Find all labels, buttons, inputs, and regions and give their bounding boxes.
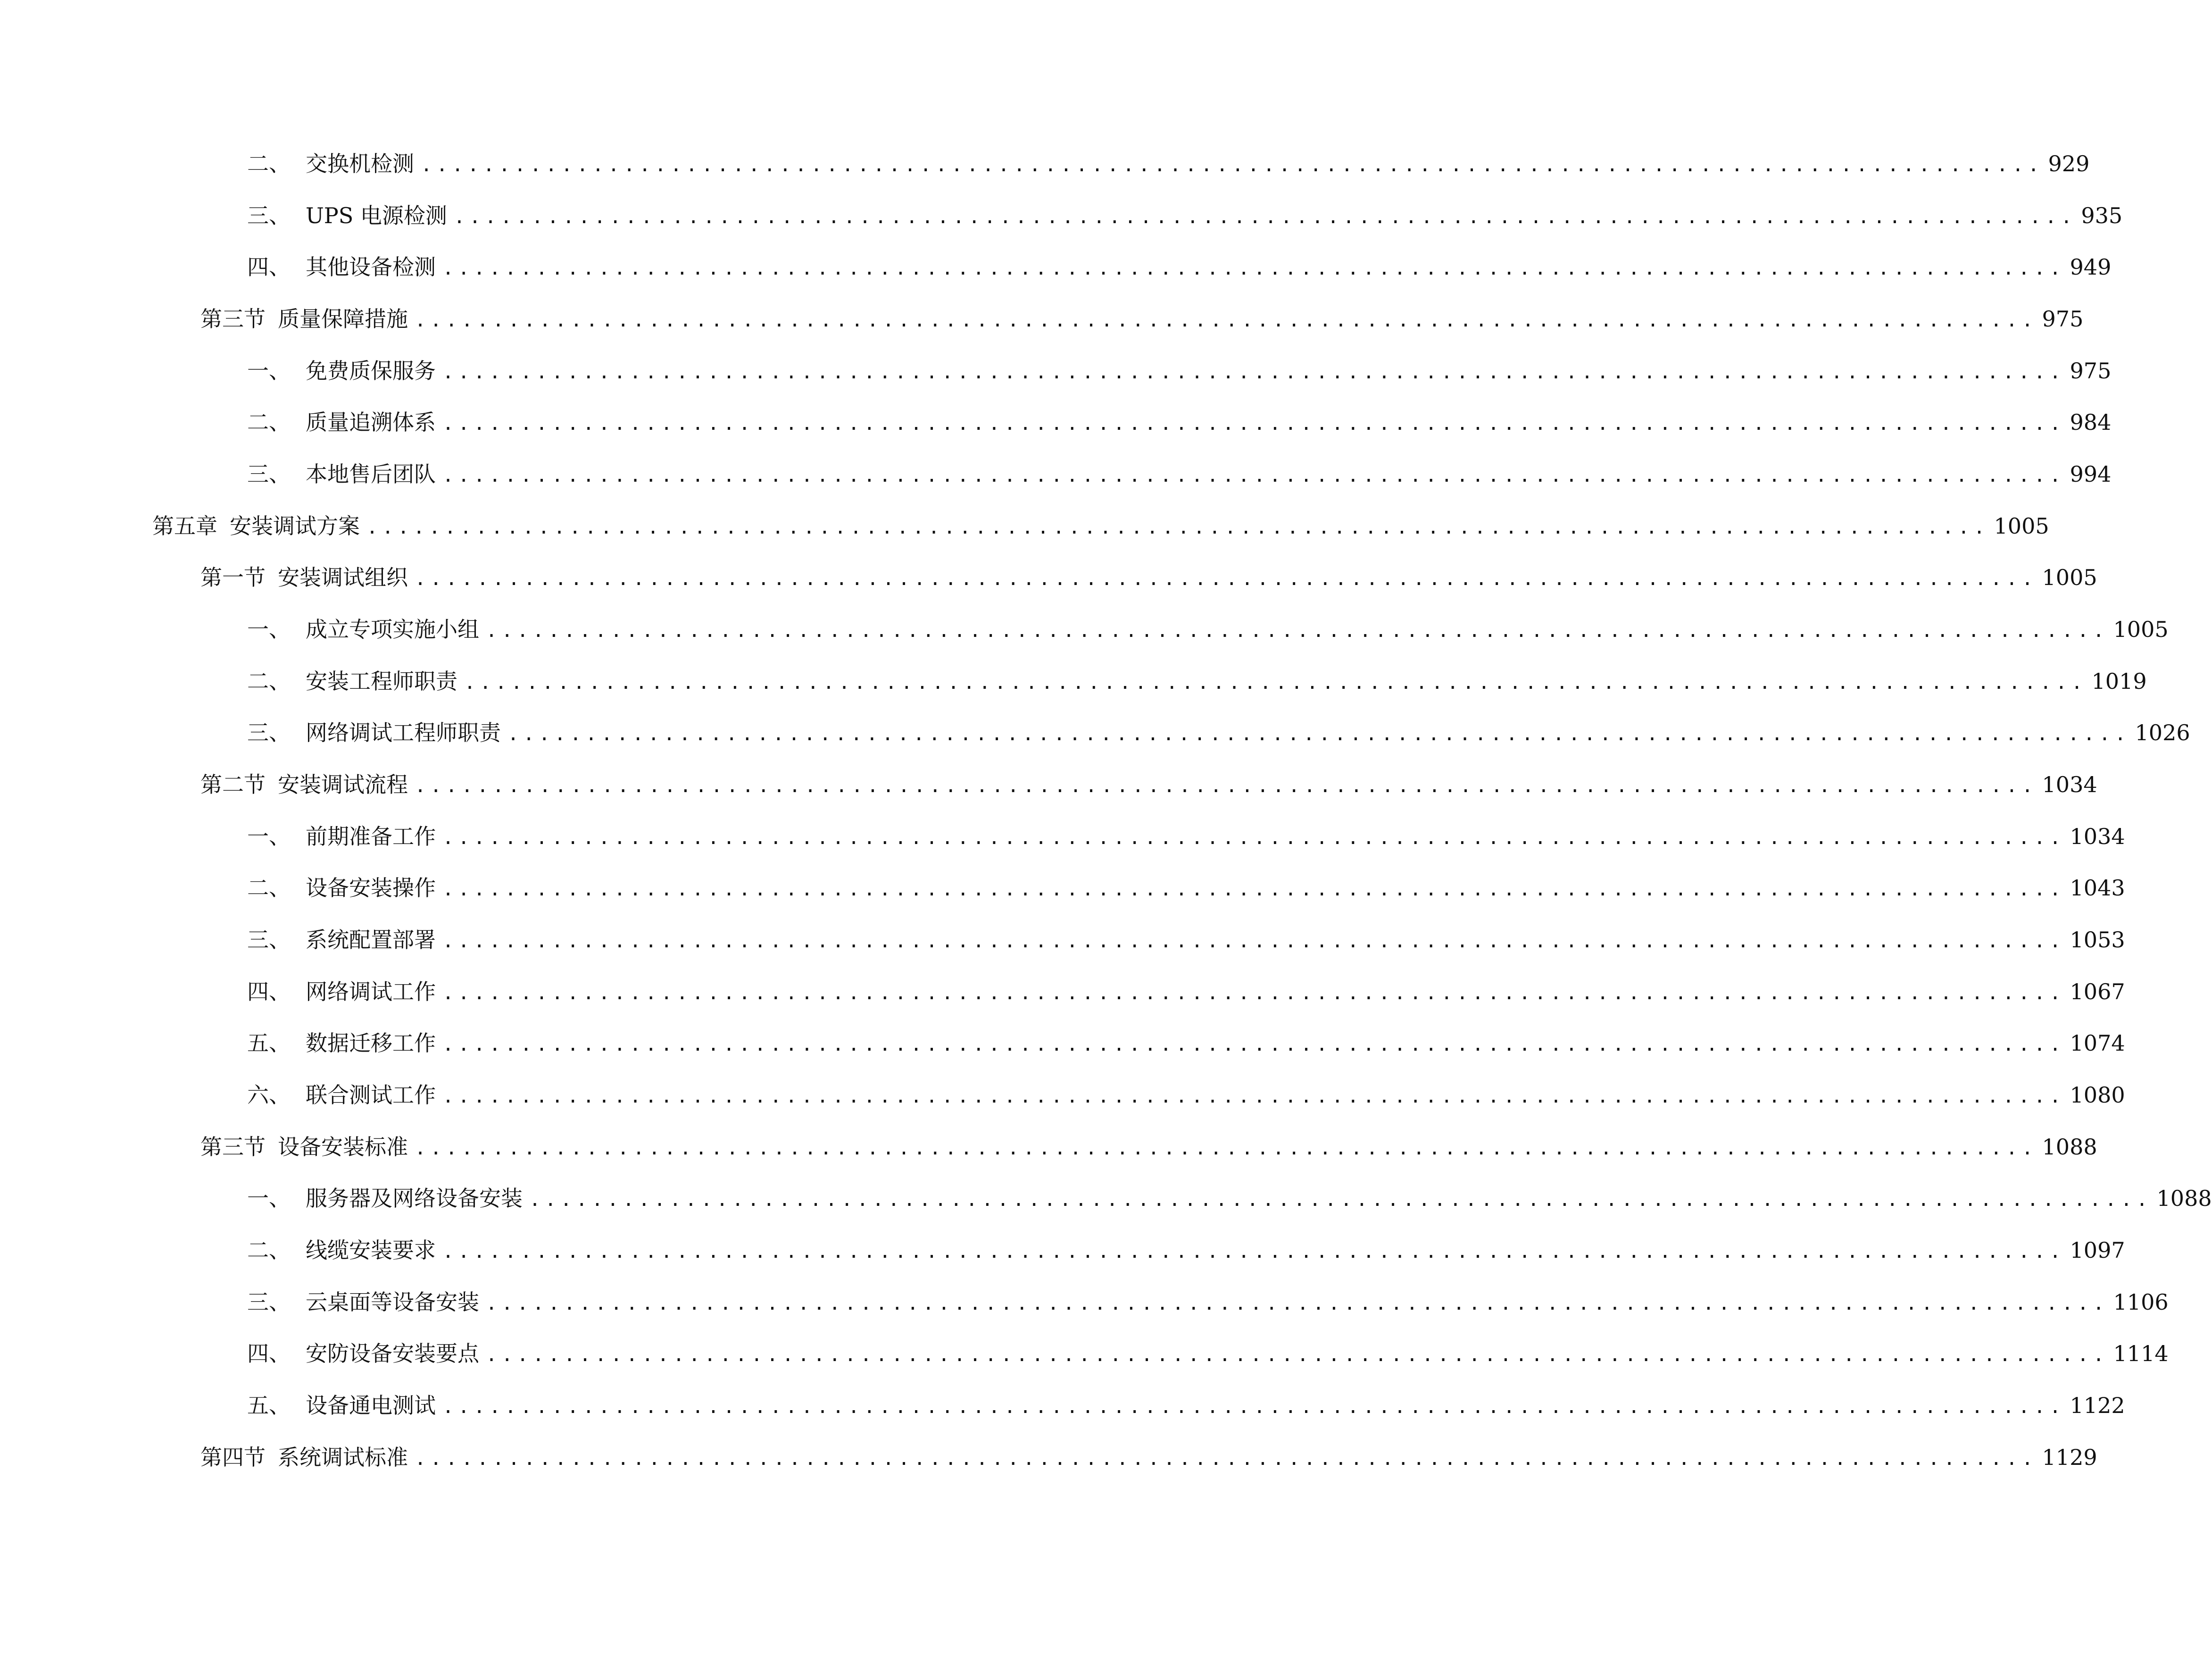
toc-entry[interactable] xyxy=(247,189,2123,228)
toc-entry-page: 1129 xyxy=(2042,1445,2097,1470)
toc-leader-dots: ........................................................................................................ xyxy=(453,206,2077,228)
toc-entry-title: 其他设备检测 xyxy=(306,254,436,280)
toc-entry[interactable] xyxy=(247,913,2125,953)
toc-entry-number: 六、 xyxy=(247,1082,291,1108)
toc-leader-dots: ........................................................................................................ xyxy=(442,258,2065,279)
toc-entry[interactable] xyxy=(247,1171,2212,1211)
toc-entry-title: 安装工程师职责 xyxy=(306,669,457,694)
toc-entry[interactable] xyxy=(200,1120,2097,1160)
toc-entry-number: 二、 xyxy=(247,410,291,435)
toc-leader-dots: ........................................................................................................ xyxy=(415,1448,2037,1470)
toc-entry-page: 1067 xyxy=(2070,979,2125,1004)
toc-entry[interactable] xyxy=(247,1327,2169,1366)
toc-entry[interactable] xyxy=(247,1016,2125,1056)
toc-leader-dots: ........................................................................................................ xyxy=(442,1086,2065,1107)
toc-entry-number: 二、 xyxy=(247,151,291,176)
toc-entry[interactable] xyxy=(152,499,2049,539)
toc-entry-page: 1026 xyxy=(2135,720,2190,745)
toc-entry[interactable] xyxy=(247,137,2090,176)
toc-entry-title: 交换机检测 xyxy=(306,151,414,176)
toc-entry-title: 网络调试工程师职责 xyxy=(306,720,501,745)
toc-entry-number: 第二节 xyxy=(200,772,266,797)
toc-entry-number: 五、 xyxy=(247,1030,291,1056)
toc-entry-title: 安装调试组织 xyxy=(278,565,408,590)
toc-entry-page: 1034 xyxy=(2042,772,2097,797)
toc-entry[interactable] xyxy=(247,1379,2125,1418)
toc-entry-page: 1005 xyxy=(2113,617,2169,642)
toc-entry[interactable] xyxy=(247,1223,2125,1263)
toc-entry-number: 第三节 xyxy=(200,1134,266,1160)
toc-entry-page: 1080 xyxy=(2070,1082,2125,1108)
toc-leader-dots: ........................................................................................................ xyxy=(415,775,2037,797)
toc-entry-title: 系统调试标准 xyxy=(278,1445,408,1470)
toc-entry-title: 网络调试工作 xyxy=(306,979,436,1004)
toc-entry[interactable] xyxy=(247,706,2190,745)
toc-leader-dots: ........................................................................................................ xyxy=(415,309,2037,331)
toc-entry[interactable] xyxy=(247,1068,2125,1108)
toc-entry-page: 1114 xyxy=(2113,1341,2169,1366)
toc-entry-number: 二、 xyxy=(247,1237,291,1263)
toc-entry[interactable] xyxy=(247,447,2112,487)
toc-entry-page: 1034 xyxy=(2070,824,2125,849)
toc-entry[interactable] xyxy=(247,654,2147,694)
toc-entry[interactable] xyxy=(200,551,2097,590)
toc-leader-dots: ........................................................................................................ xyxy=(366,517,1989,538)
toc-entry[interactable] xyxy=(247,965,2125,1004)
toc-entry-title: 安装调试流程 xyxy=(278,772,408,797)
toc-entry-number: 一、 xyxy=(247,1186,291,1211)
toc-entry[interactable] xyxy=(200,292,2084,332)
toc-entry-number: 五、 xyxy=(247,1393,291,1418)
toc-entry[interactable] xyxy=(247,861,2125,901)
toc-entry[interactable] xyxy=(247,810,2125,849)
toc-entry-number: 四、 xyxy=(247,1341,291,1366)
toc-leader-dots: ........................................................................................................ xyxy=(464,672,2087,694)
toc-entry-number: 三、 xyxy=(247,720,291,745)
toc-entry-page: 935 xyxy=(2081,203,2123,228)
toc-entry-number: 四、 xyxy=(247,979,291,1004)
toc-entry-page: 1097 xyxy=(2070,1237,2125,1263)
toc-entry[interactable] xyxy=(247,1275,2169,1315)
toc-entry-page: 1088 xyxy=(2156,1186,2212,1211)
toc-entry-page: 1106 xyxy=(2113,1289,2169,1315)
toc-entry-title: 设备安装操作 xyxy=(306,875,436,901)
toc-entry-page: 975 xyxy=(2070,358,2112,384)
toc-leader-dots: ........................................................................................................ xyxy=(415,1137,2037,1159)
toc-entry-number: 三、 xyxy=(247,203,291,228)
toc-entry-title: UPS 电源检测 xyxy=(306,203,447,228)
toc-entry[interactable] xyxy=(247,395,2112,435)
toc-entry-number: 一、 xyxy=(247,358,291,384)
toc-leader-dots: ........................................................................................................ xyxy=(442,361,2065,383)
toc-entry-title: 前期准备工作 xyxy=(306,824,436,849)
toc-entry-page: 1005 xyxy=(1994,513,2049,539)
toc-entry-title: 本地售后团队 xyxy=(306,461,436,487)
toc-entry-number: 二、 xyxy=(247,875,291,901)
toc-entry-title: 成立专项实施小组 xyxy=(306,617,479,642)
toc-entry-title: 系统配置部署 xyxy=(306,927,436,953)
toc-entry-number: 一、 xyxy=(247,824,291,849)
toc-entry-number: 二、 xyxy=(247,669,291,694)
toc-entry-number: 一、 xyxy=(247,617,291,642)
toc-entry-number: 四、 xyxy=(247,254,291,280)
toc-entry-title: 云桌面等设备安装 xyxy=(306,1289,479,1315)
toc-entry-title: 联合测试工作 xyxy=(306,1082,436,1108)
toc-entry-page: 1088 xyxy=(2042,1134,2097,1160)
toc-leader-dots: ........................................................................................................ xyxy=(421,154,2044,176)
toc-leader-dots: ........................................................................................................ xyxy=(442,413,2065,435)
toc-leader-dots: ........................................................................................................ xyxy=(486,1293,2109,1314)
toc-entry-page: 994 xyxy=(2070,461,2112,487)
toc-entry-title: 设备通电测试 xyxy=(306,1393,436,1418)
toc-entry-title: 安防设备安装要点 xyxy=(306,1341,479,1366)
toc-entry-page: 949 xyxy=(2070,254,2112,280)
toc-leader-dots: ........................................................................................................ xyxy=(529,1189,2152,1211)
toc-entry-title: 线缆安装要求 xyxy=(306,1237,436,1263)
toc-entry-number: 第三节 xyxy=(200,306,266,332)
toc-entry[interactable] xyxy=(200,758,2097,797)
toc-entry[interactable] xyxy=(247,240,2112,280)
toc-entry-number: 三、 xyxy=(247,461,291,487)
toc-leader-dots: ........................................................................................................ xyxy=(442,982,2065,1004)
toc-entry-title: 数据迁移工作 xyxy=(306,1030,436,1056)
toc-leader-dots: ........................................................................................................ xyxy=(442,1396,2065,1418)
toc-entry[interactable] xyxy=(247,602,2169,642)
toc-entry-page: 1043 xyxy=(2070,875,2125,901)
toc-entry-number: 三、 xyxy=(247,1289,291,1315)
toc-entry-page: 1122 xyxy=(2070,1393,2125,1418)
toc-leader-dots: ........................................................................................................ xyxy=(486,1344,2109,1366)
toc-entry-title: 安装调试方案 xyxy=(230,513,360,539)
toc-leader-dots: ........................................................................................................ xyxy=(442,465,2065,486)
toc-leader-dots: ........................................................................................................ xyxy=(442,1241,2065,1262)
toc-leader-dots: ........................................................................................................ xyxy=(486,620,2109,642)
toc-entry-page: 975 xyxy=(2042,306,2084,332)
toc-entry-page: 984 xyxy=(2070,410,2112,435)
toc-leader-dots: ........................................................................................................ xyxy=(442,930,2065,952)
toc-entry-page: 1074 xyxy=(2070,1030,2125,1056)
toc-entry-number: 第四节 xyxy=(200,1445,266,1470)
toc-entry-title: 免费质保服务 xyxy=(306,358,436,384)
toc-entry-number: 三、 xyxy=(247,927,291,953)
toc-leader-dots: ........................................................................................................ xyxy=(415,568,2037,590)
toc-entry-title: 质量追溯体系 xyxy=(306,410,436,435)
toc-entry-title: 设备安装标准 xyxy=(278,1134,408,1160)
toc-leader-dots: ........................................................................................................ xyxy=(507,723,2130,745)
toc-entry-title: 服务器及网络设备安装 xyxy=(306,1186,523,1211)
toc-entry-page: 1005 xyxy=(2042,565,2097,590)
toc-entry[interactable] xyxy=(247,344,2112,384)
toc-entry-number: 第一节 xyxy=(200,565,266,590)
toc-entry-page: 1053 xyxy=(2070,927,2125,953)
toc-leader-dots: ........................................................................................................ xyxy=(442,827,2065,849)
toc-leader-dots: ........................................................................................................ xyxy=(442,878,2065,900)
toc-entry-title: 质量保障措施 xyxy=(278,306,408,332)
toc-entry-page: 929 xyxy=(2048,151,2090,176)
toc-leader-dots: ........................................................................................................ xyxy=(442,1034,2065,1055)
toc-entry-number: 第五章 xyxy=(152,513,217,539)
toc-entry-page: 1019 xyxy=(2091,669,2147,694)
toc-entry[interactable] xyxy=(200,1430,2097,1470)
